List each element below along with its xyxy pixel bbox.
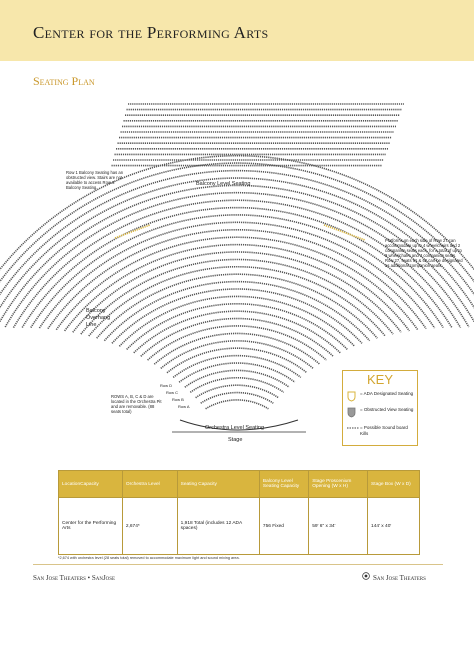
theater-logo-icon bbox=[362, 572, 370, 580]
stage-label: Stage bbox=[228, 437, 243, 443]
orchestra-seat-row bbox=[148, 326, 327, 360]
page-title: Center for the Performing Arts bbox=[33, 23, 269, 42]
table-row bbox=[59, 498, 420, 555]
orchestra-seat-row bbox=[206, 400, 269, 409]
table-footnote: *2,674 with orchestra level (28 seats total) removed to accommodate maximum light and sound mixing area. bbox=[58, 556, 240, 560]
orchestra-seat-row bbox=[161, 341, 313, 369]
table-header: Balcony Level Seating Capacity bbox=[259, 471, 308, 498]
rows-note: ROWS A, B, C & D are located in the Orchestra Pit and are removable. (88 seats total) bbox=[111, 394, 162, 414]
orchestra-seat-row bbox=[154, 333, 319, 364]
footer-left-text: San Jose Theaters • SanJose bbox=[33, 574, 116, 582]
page-header bbox=[0, 0, 474, 61]
capacity-table bbox=[58, 470, 420, 555]
section-title: Seating Plan bbox=[33, 74, 95, 88]
table-header: LocationCapacity bbox=[59, 471, 123, 498]
orchestra-seat-row bbox=[196, 385, 279, 398]
table-header-row bbox=[59, 471, 420, 498]
seating-key bbox=[342, 370, 418, 446]
orchestra-seat-row bbox=[73, 252, 401, 332]
table-header: Stage Proscenium Opening (W x H) bbox=[309, 471, 368, 498]
table-cell: Center for the Performing Arts bbox=[59, 498, 123, 555]
table-header: Stage Box (W x D) bbox=[368, 471, 420, 498]
orchestra-label: Orchestra Level Seating bbox=[205, 425, 265, 431]
key-title: KEY bbox=[366, 372, 393, 387]
table-cell: 756 Fixed bbox=[259, 498, 308, 555]
row-label-d: Row D bbox=[160, 383, 173, 388]
row-label-b: Row B bbox=[172, 397, 184, 402]
balcony-note: Row 1 Balcony Seating has an obstructed view. Stairs are not available to access Row 6 Balcony Seating. bbox=[66, 170, 124, 190]
platform-note: Platforms on each side of Row 27 can accommodate up to 4 wheelchairs and 2 companion seats each, for a total of up to 8 wheelchairs and 4 companion seats. Row 27, seats 61 & 62 can be designated as additional companion seats. bbox=[385, 238, 463, 268]
table-header: Orchestra Level bbox=[122, 471, 177, 498]
row-label-c: Row C bbox=[166, 390, 179, 395]
ada-shield-icon bbox=[347, 391, 356, 402]
key-ada-text: = ADA Designated Seating bbox=[360, 391, 414, 396]
platform-left bbox=[115, 225, 150, 238]
obstructed-shield-icon bbox=[347, 407, 356, 418]
row-label-a: Row A bbox=[178, 404, 190, 409]
table-cell: 2,674* bbox=[122, 498, 177, 555]
orchestra-seat-row bbox=[190, 378, 283, 393]
key-sound-text: = Possible Sound board Kills bbox=[360, 425, 408, 436]
orchestra-seat-row bbox=[201, 393, 274, 404]
balcony-label: Balcony Level Seating bbox=[196, 181, 251, 187]
overhang-label: Balcony Overhang Line bbox=[86, 308, 111, 328]
table-cell: 59' 6" x 34' bbox=[309, 498, 368, 555]
footer-right-text: San Jose Theaters bbox=[373, 574, 426, 582]
table-cell: 144' x 40' bbox=[368, 498, 420, 555]
table-header: Seating Capacity bbox=[177, 471, 259, 498]
orchestra-seat-row bbox=[185, 370, 289, 387]
footer-divider bbox=[33, 564, 443, 565]
dashed-line-icon bbox=[347, 425, 359, 431]
table-cell: 1,918 Total (includes 12 ADA spaces) bbox=[177, 498, 259, 555]
platform-right bbox=[324, 225, 365, 240]
orchestra-seat-row bbox=[141, 319, 333, 357]
balcony-rows bbox=[112, 104, 405, 166]
key-obstructed-text: = Obstructed View Seating bbox=[360, 407, 414, 412]
